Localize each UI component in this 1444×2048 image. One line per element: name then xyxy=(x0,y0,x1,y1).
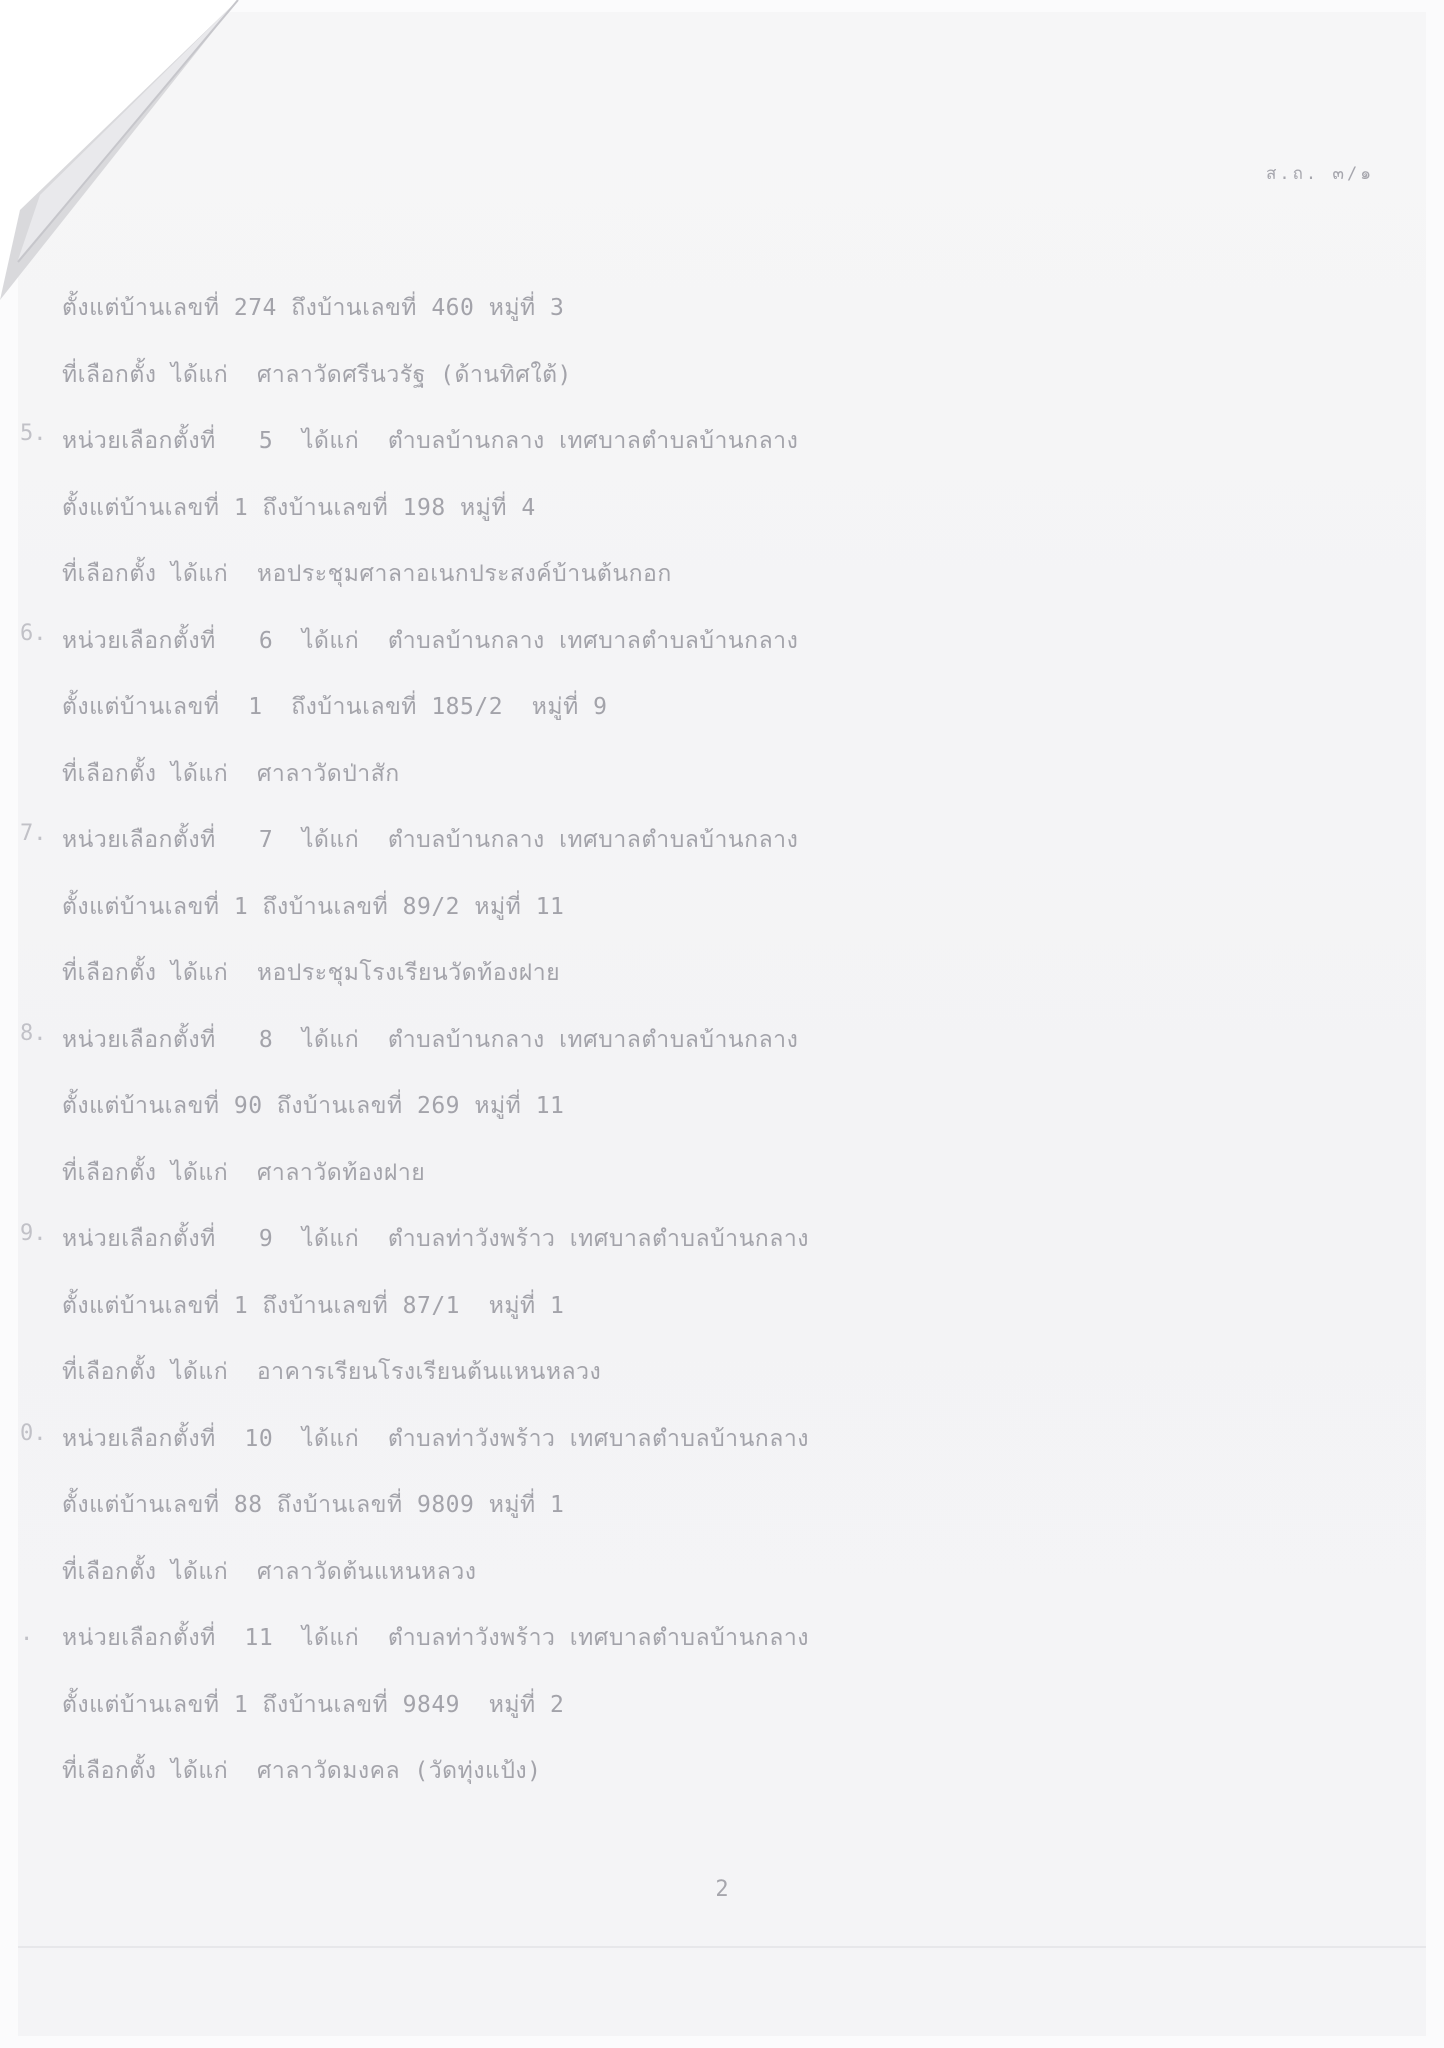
polling-location-line: ที่เลือกตั้ง ได้แก่ ศาลาวัดป่าสัก xyxy=(62,760,400,787)
polling-location-line: ที่เลือกตั้ง ได้แก่ อาคารเรียนโรงเรียนต้นแหนหลวง xyxy=(62,1359,602,1385)
house-range-line: ตั้งแต่บ้านเลขที่ 1 ถึงบ้านเลขที่ 9849 หมู่ที่ 2 xyxy=(62,1691,565,1718)
polling-location-line: ที่เลือกตั้ง ได้แก่ ศาลาวัดต้นแหนหลวง xyxy=(62,1558,477,1585)
house-range-line: ตั้งแต่บ้านเลขที่ 274 ถึงบ้านเลขที่ 460 หมู่ที่ 3 xyxy=(62,295,565,321)
polling-location-line: ที่เลือกตั้ง ได้แก่ ศาลาวัดมงคล (วัดทุ่งแป้ง) xyxy=(62,1758,542,1784)
polling-unit-line: หน่วยเลือกตั้งที่ 7 ได้แก่ ตำบลบ้านกลาง เทศบาลตำบลบ้านกลาง xyxy=(62,827,799,853)
house-range-line: ตั้งแต่บ้านเลขที่ 1 ถึงบ้านเลขที่ 87/1 หมู่ที่ 1 xyxy=(62,1292,565,1319)
polling-location-line: ที่เลือกตั้ง ได้แก่ หอประชุมศาลาอเนกประสงค์บ้านต้นกอก xyxy=(62,561,672,587)
page-number: 2 xyxy=(715,1877,729,1902)
polling-unit-line: หน่วยเลือกตั้งที่ 10 ได้แก่ ตำบลท่าวังพร้าว เทศบาลตำบลบ้านกลาง xyxy=(62,1425,809,1452)
house-range-line: ตั้งแต่บ้านเลขที่ 90 ถึงบ้านเลขที่ 269 หมู่ที่ 11 xyxy=(62,1093,565,1119)
margin-mark: 5. xyxy=(20,421,47,446)
polling-unit-line: หน่วยเลือกตั้งที่ 11 ได้แก่ ตำบลท่าวังพร้าว เทศบาลตำบลบ้านกลาง xyxy=(62,1625,809,1651)
polling-location-line: ที่เลือกตั้ง ได้แก่ หอประชุมโรงเรียนวัดท้องฝาย xyxy=(62,960,561,986)
house-range-line: ตั้งแต่บ้านเลขที่ 1 ถึงบ้านเลขที่ 89/2 หมู่ที่ 11 xyxy=(62,893,565,920)
margin-mark: . xyxy=(20,1621,34,1646)
house-range-line: ตั้งแต่บ้านเลขที่ 88 ถึงบ้านเลขที่ 9809 หมู่ที่ 1 xyxy=(62,1492,565,1518)
polling-unit-line: หน่วยเลือกตั้งที่ 9 ได้แก่ ตำบลท่าวังพร้าว เทศบาลตำบลบ้านกลาง xyxy=(62,1226,809,1252)
margin-mark: 0. xyxy=(20,1421,47,1446)
polling-unit-list xyxy=(62,290,1362,1820)
house-range-line: ตั้งแต่บ้านเลขที่ 1 ถึงบ้านเลขที่ 185/2 หมู่ที่ 9 xyxy=(62,694,608,720)
bottom-divider xyxy=(18,1946,1426,1948)
polling-unit-line: หน่วยเลือกตั้งที่ 8 ได้แก่ ตำบลบ้านกลาง เทศบาลตำบลบ้านกลาง xyxy=(62,1026,799,1053)
polling-location-line: ที่เลือกตั้ง ได้แก่ ศาลาวัดศรีนวรัฐ (ด้านทิศใต้) xyxy=(62,361,572,388)
margin-mark: 9. xyxy=(20,1221,47,1246)
polling-unit-line: หน่วยเลือกตั้งที่ 5 ได้แก่ ตำบลบ้านกลาง เทศบาลตำบลบ้านกลาง xyxy=(62,428,799,454)
margin-mark: 6. xyxy=(20,621,47,646)
document-reference-code: ส.ถ. ๓/๑ xyxy=(1265,164,1374,184)
house-range-line: ตั้งแต่บ้านเลขที่ 1 ถึงบ้านเลขที่ 198 หมู่ที่ 4 xyxy=(62,494,536,521)
polling-location-line: ที่เลือกตั้ง ได้แก่ ศาลาวัดท้องฝาย xyxy=(62,1159,426,1186)
margin-mark: 7. xyxy=(20,821,47,846)
polling-unit-line: หน่วยเลือกตั้งที่ 6 ได้แก่ ตำบลบ้านกลาง เทศบาลตำบลบ้านกลาง xyxy=(62,627,799,654)
margin-mark: 8. xyxy=(20,1021,47,1046)
left-margin-marks xyxy=(0,0,60,2048)
